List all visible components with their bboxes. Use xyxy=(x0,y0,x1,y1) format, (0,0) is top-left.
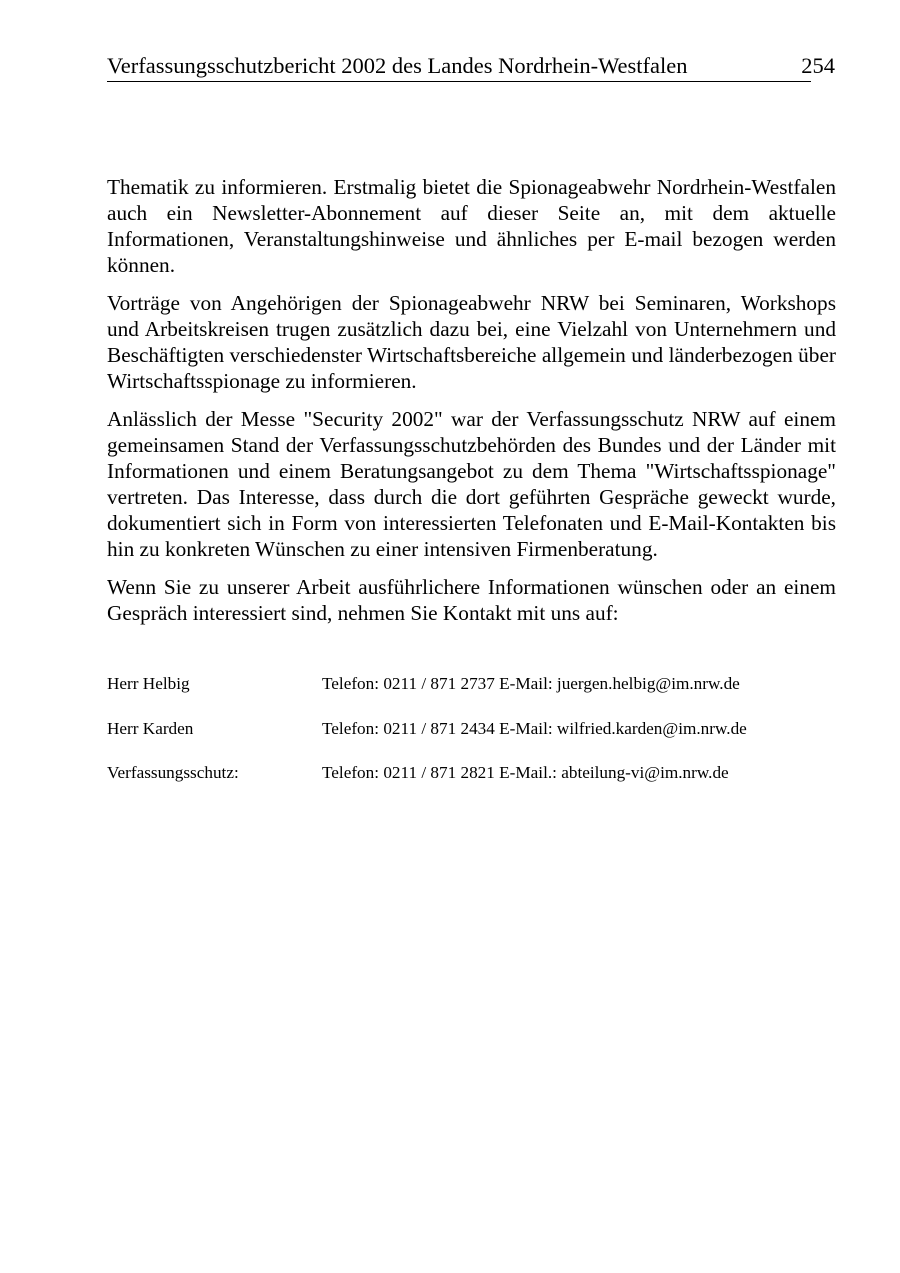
contact-row xyxy=(107,671,836,716)
paragraph: Thematik zu informieren. Erstmalig bietet die Spionageabwehr Nordrhein-Westfalen auch ein Newsletter-Abonnement auf dieser Seite an, mit dem aktuelle Informationen, Veranstaltungshinweise und ähnliches per E-mail bezogen werden können. xyxy=(107,175,836,277)
paragraph: Wenn Sie zu unserer Arbeit ausführlichere Informationen wünschen oder an einem Gespräch interessiert sind, nehmen Sie Kontakt mit uns auf: xyxy=(107,575,836,625)
page-number: 254 xyxy=(801,53,835,78)
contact-details: Telefon: 0211 / 871 2821 E-Mail.: abteilung-vi@im.nrw.de xyxy=(322,763,729,782)
header-divider xyxy=(107,81,811,82)
contact-name: Verfassungsschutz: xyxy=(107,763,239,782)
paragraph: Anlässlich der Messe "Security 2002" war der Verfassungsschutz NRW auf einem gemeinsamen Stand der Verfassungsschutzbehörden des Bundes und der Länder mit Informationen und einem Beratungsangebot zu dem Thema "Wirtschaftsspionage" vertreten. Das Interesse, dass durch die dort geführten Gespräche geweckt wurde, dokumentiert sich in Form von interessierten Telefonaten und E-Mail-Kontakten bis hin zu konkreten Wünschen zu einer intensiven Firmenberatung. xyxy=(107,407,836,561)
contact-details: Telefon: 0211 / 871 2737 E-Mail: juergen.helbig@im.nrw.de xyxy=(322,674,740,693)
body-text xyxy=(107,174,836,638)
contact-row xyxy=(107,760,836,805)
contact-row xyxy=(107,716,836,761)
page-header xyxy=(107,52,835,82)
contact-list xyxy=(107,671,836,805)
contact-details: Telefon: 0211 / 871 2434 E-Mail: wilfried.karden@im.nrw.de xyxy=(322,718,747,738)
contact-name: Herr Helbig xyxy=(107,674,190,693)
contact-name: Herr Karden xyxy=(107,718,194,738)
header-title: Verfassungsschutzbericht 2002 des Landes Nordrhein-Westfalen xyxy=(107,53,688,78)
paragraph: Vorträge von Angehörigen der Spionageabwehr NRW bei Seminaren, Workshops und Arbeitskreisen trugen zusätzlich dazu bei, eine Vielzahl von Unternehmern und Beschäftigten verschiedenster Wirtschaftsbereiche allgemein und länderbezogen über Wirtschaftsspionage zu informieren. xyxy=(107,291,836,393)
